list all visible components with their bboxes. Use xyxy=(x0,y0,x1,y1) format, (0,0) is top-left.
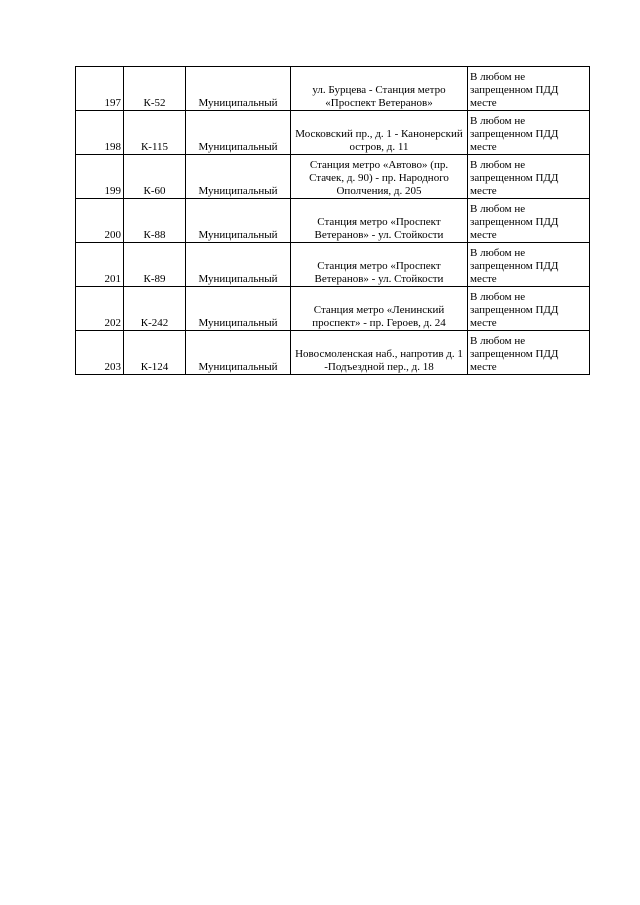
route-code: К-124 xyxy=(124,331,186,375)
route-type: Муниципальный xyxy=(186,331,291,375)
row-number: 199 xyxy=(76,155,124,199)
row-number: 201 xyxy=(76,243,124,287)
table-row xyxy=(76,243,590,287)
route-code: К-115 xyxy=(124,111,186,155)
route-code: К-89 xyxy=(124,243,186,287)
route-type: Муниципальный xyxy=(186,155,291,199)
row-number: 197 xyxy=(76,67,124,111)
routes-table xyxy=(75,66,590,375)
stop-rule: В любом не запрещенном ПДД месте xyxy=(468,243,590,287)
route-path: Новосмоленская наб., напротив д. 1 -Подъездной пер., д. 18 xyxy=(291,331,468,375)
table-row xyxy=(76,199,590,243)
table-row xyxy=(76,287,590,331)
route-type: Муниципальный xyxy=(186,287,291,331)
table-row xyxy=(76,67,590,111)
route-type: Муниципальный xyxy=(186,199,291,243)
route-type: Муниципальный xyxy=(186,243,291,287)
route-code: К-88 xyxy=(124,199,186,243)
stop-rule: В любом не запрещенном ПДД месте xyxy=(468,67,590,111)
route-path: Станция метро «Проспект Ветеранов» - ул. Стойкости xyxy=(291,199,468,243)
route-path: Станция метро «Проспект Ветеранов» - ул. Стойкости xyxy=(291,243,468,287)
row-number: 203 xyxy=(76,331,124,375)
route-path: Станция метро «Ленинский проспект» - пр. Героев, д. 24 xyxy=(291,287,468,331)
route-type: Муниципальный xyxy=(186,67,291,111)
stop-rule: В любом не запрещенном ПДД месте xyxy=(468,111,590,155)
route-path: ул. Бурцева - Станция метро «Проспект Ветеранов» xyxy=(291,67,468,111)
table-row xyxy=(76,111,590,155)
route-path: Станция метро «Автово» (пр. Стачек, д. 90) - пр. Народного Ополчения, д. 205 xyxy=(291,155,468,199)
route-code: К-52 xyxy=(124,67,186,111)
row-number: 200 xyxy=(76,199,124,243)
table-row xyxy=(76,155,590,199)
route-type: Муниципальный xyxy=(186,111,291,155)
route-path: Московский пр., д. 1 - Канонерский остров, д. 11 xyxy=(291,111,468,155)
row-number: 202 xyxy=(76,287,124,331)
stop-rule: В любом не запрещенном ПДД месте xyxy=(468,199,590,243)
row-number: 198 xyxy=(76,111,124,155)
stop-rule: В любом не запрещенном ПДД месте xyxy=(468,331,590,375)
route-code: К-60 xyxy=(124,155,186,199)
route-code: К-242 xyxy=(124,287,186,331)
stop-rule: В любом не запрещенном ПДД месте xyxy=(468,155,590,199)
stop-rule: В любом не запрещенном ПДД месте xyxy=(468,287,590,331)
table-row xyxy=(76,331,590,375)
